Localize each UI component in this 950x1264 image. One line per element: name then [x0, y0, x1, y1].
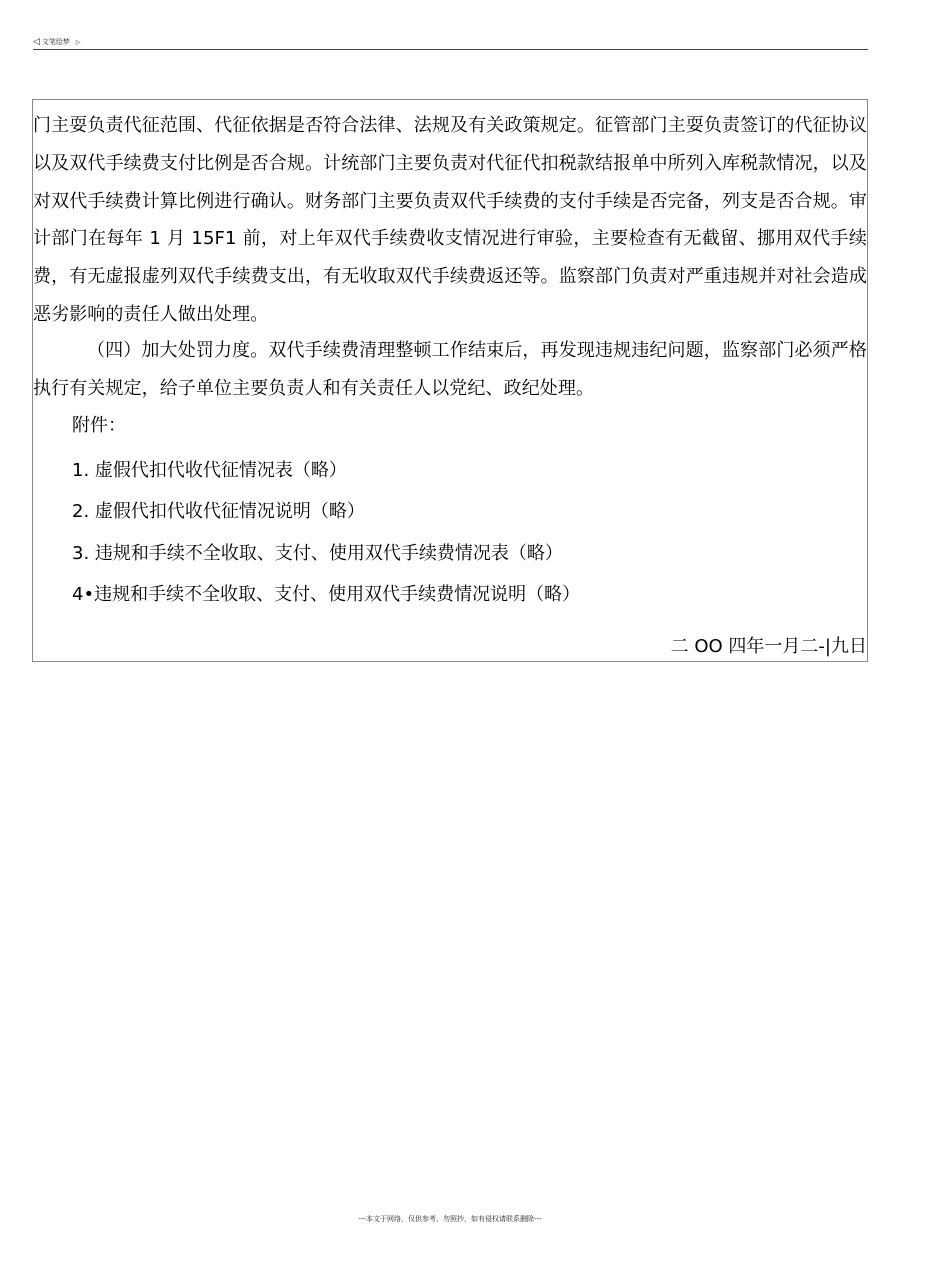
page-footer: ---本文于网络，仅供参考，勿照抄，如有侵权请联系删除---	[358, 1215, 542, 1223]
left-triangle-icon: ◁	[33, 37, 40, 47]
page-header	[33, 36, 868, 50]
attachment-item: 2. 虚假代扣代收代征情况说明（略）	[72, 501, 365, 522]
paragraph-penalties: （四）加大处罚力度。双代手续费清理整顿工作结束后，再发现违规违纪问题，监察部门必须严格执行有关规定，给子单位主要负责人和有关责任人以党纪、政纪处理。	[33, 340, 867, 399]
attachment-item: 1. 虚假代扣代收代征情况表（略）	[72, 460, 347, 481]
document-body	[32, 99, 868, 662]
document-date: 二 OO 四年一月二-|九日	[670, 636, 867, 657]
attachments-label: 附件：	[72, 415, 126, 436]
attachment-item: 3. 违规和手续不全收取、支付、使用双代手续费情况表（略）	[72, 543, 563, 564]
attachment-item: 4•违规和手续不全收取、支付、使用双代手续费情况说明（略）	[72, 584, 581, 605]
right-triangle-icon: ▷	[75, 39, 81, 46]
paragraph-responsibilities: 门主耍负责代征范围、代征依据是否符合法律、法规及有关政策规定。征管部门主耍负责签订的代征协议以及双代手续费支付比例是否合规。计统部门主要负责对代征代扣税款结报单中所列入库税款情况，以及对双代手续费计算比例进行确认。财务部门主要负责双代手续费的支付手续是否完备，列支是否合规。审计部门在每年 1 月 15F1 前，对上年双代手续费收支情况进行审验，主要检查有无截留、挪用双代手续费，有无虚报虚列双代手续费支出，有无收取双代手续费返还等。监察部门负责对严重违规并对社会造成恶劣影响的责任人做出处理。	[33, 115, 867, 325]
header-title: 文笔绘梦	[41, 38, 70, 46]
